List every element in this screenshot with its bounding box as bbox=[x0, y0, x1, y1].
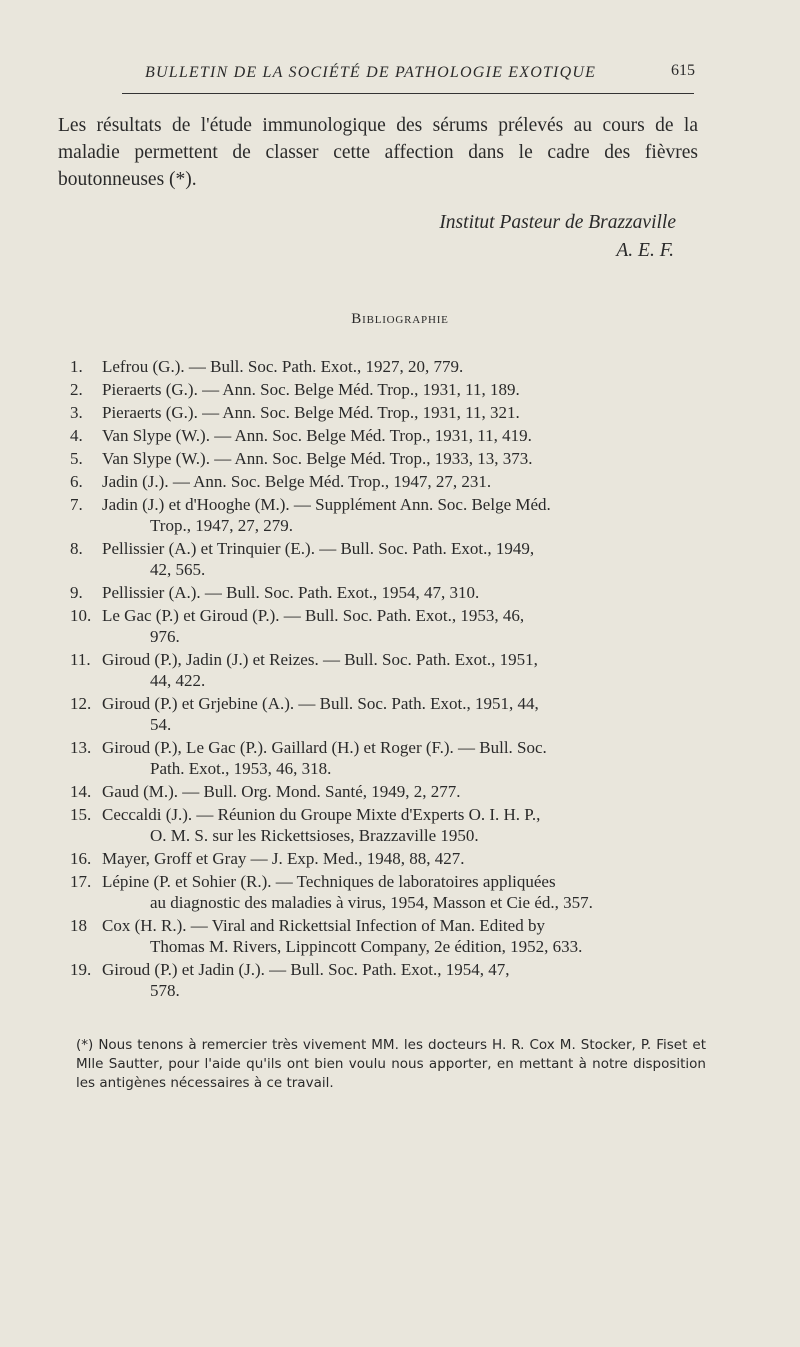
entry-number: 13. bbox=[70, 738, 92, 757]
entry-number: 7. bbox=[70, 495, 83, 514]
entry-text: Ceccaldi (J.). — Réunion du Groupe Mixte d'Experts O. I. H. P., bbox=[102, 805, 541, 824]
bibliography-entry bbox=[70, 693, 702, 735]
bibliography-entry bbox=[70, 356, 702, 377]
entry-continuation: 42, 565. bbox=[150, 560, 206, 579]
entry-text: Giroud (P.), Le Gac (P.). Gaillard (H.) et Roger (F.). — Bull. Soc. bbox=[102, 738, 547, 757]
entry-text: Gaud (M.). — Bull. Org. Mond. Santé, 1949, 2, 277. bbox=[102, 782, 461, 801]
page-number: 615 bbox=[671, 62, 695, 79]
entry-text: Mayer, Groff et Gray — J. Exp. Med., 1948, 88, 427. bbox=[102, 849, 465, 868]
bibliography-entry bbox=[70, 379, 702, 400]
entry-number: 17. bbox=[70, 872, 92, 891]
bibliography-entry bbox=[70, 582, 702, 603]
entry-continuation: O. M. S. sur les Rickettsioses, Brazzaville 1950. bbox=[150, 826, 479, 845]
entry-number: 16. bbox=[70, 849, 92, 868]
entry-number: 4. bbox=[70, 426, 83, 445]
entry-text: Jadin (J.) et d'Hooghe (M.). — Supplément Ann. Soc. Belge Méd. bbox=[102, 495, 551, 514]
entry-number: 11. bbox=[70, 650, 91, 669]
entry-text: Giroud (P.) et Grjebine (A.). — Bull. Soc. Path. Exot., 1951, 44, bbox=[102, 694, 539, 713]
entry-continuation: au diagnostic des maladies à virus, 1954, Masson et Cie éd., 357. bbox=[150, 893, 593, 912]
entry-text: Pellissier (A.). — Bull. Soc. Path. Exot., 1954, 47, 310. bbox=[102, 583, 480, 602]
bibliography-entry bbox=[70, 425, 702, 446]
entry-number: 14. bbox=[70, 782, 92, 801]
bibliography-entry bbox=[70, 848, 702, 869]
entry-continuation: Thomas M. Rivers, Lippincott Company, 2e édition, 1952, 633. bbox=[150, 937, 583, 956]
entry-number: 9. bbox=[70, 583, 83, 602]
entry-text: Van Slype (W.). — Ann. Soc. Belge Méd. Trop., 1931, 11, 419. bbox=[102, 426, 532, 445]
entry-text: Lépine (P. et Sohier (R.). — Techniques de laboratoires appliquées bbox=[102, 872, 556, 891]
bibliography-entry bbox=[70, 494, 702, 536]
bibliography-entry bbox=[70, 448, 702, 469]
bibliography-entry bbox=[70, 915, 702, 957]
entry-text: Le Gac (P.) et Giroud (P.). — Bull. Soc. Path. Exot., 1953, 46, bbox=[102, 606, 525, 625]
entry-number: 3. bbox=[70, 403, 83, 422]
bibliography-heading: Bibliographie bbox=[351, 311, 449, 327]
entry-continuation: 54. bbox=[150, 715, 172, 734]
intro-paragraph: Les résultats de l'étude immunologique des sérums prélevés au cours de la maladie permettent de classer cette affection dans le cadre des fièvres boutonneuses (*). bbox=[58, 115, 698, 190]
entry-text: Lefrou (G.). — Bull. Soc. Path. Exot., 1927, 20, 779. bbox=[102, 357, 464, 376]
entry-number: 19. bbox=[70, 960, 92, 979]
bibliography-list bbox=[70, 356, 702, 1003]
signature-block bbox=[439, 209, 676, 265]
entry-text: Jadin (J.). — Ann. Soc. Belge Méd. Trop., 1947, 27, 231. bbox=[102, 472, 492, 491]
entry-number: 10. bbox=[70, 606, 92, 625]
entry-number: 5. bbox=[70, 449, 83, 468]
entry-number: 18 bbox=[70, 916, 87, 935]
bibliography-entry bbox=[70, 804, 702, 846]
header-rule bbox=[122, 93, 694, 94]
entry-text: Giroud (P.) et Jadin (J.). — Bull. Soc. Path. Exot., 1954, 47, bbox=[102, 960, 510, 979]
entry-continuation: 976. bbox=[150, 627, 180, 646]
institution-name: Institut Pasteur de Brazzaville bbox=[439, 212, 676, 233]
entry-continuation: 44, 422. bbox=[150, 671, 206, 690]
institution-region: A. E. F. bbox=[616, 240, 674, 261]
entry-continuation: Trop., 1947, 27, 279. bbox=[150, 516, 293, 535]
bibliography-entry bbox=[70, 871, 702, 913]
entry-text: Giroud (P.), Jadin (J.) et Reizes. — Bull. Soc. Path. Exot., 1951, bbox=[102, 650, 538, 669]
bibliography-entry bbox=[70, 402, 702, 423]
entry-number: 12. bbox=[70, 694, 92, 713]
entry-number: 2. bbox=[70, 380, 83, 399]
entry-continuation: 578. bbox=[150, 981, 180, 1000]
bibliography-entry bbox=[70, 649, 702, 691]
intro-section bbox=[58, 112, 698, 193]
bibliography-entry bbox=[70, 959, 702, 1001]
entry-text: Van Slype (W.). — Ann. Soc. Belge Méd. Trop., 1933, 13, 373. bbox=[102, 449, 533, 468]
entry-number: 1. bbox=[70, 357, 83, 376]
bibliography-entry bbox=[70, 737, 702, 779]
bibliography-entry bbox=[70, 605, 702, 647]
running-head: BULLETIN DE LA SOCIÉTÉ DE PATHOLOGIE EXOTIQUE bbox=[145, 64, 597, 81]
entry-text: Cox (H. R.). — Viral and Rickettsial Infection of Man. Edited by bbox=[102, 916, 545, 935]
footnote: (*) Nous tenons à remercier très vivement MM. les docteurs H. R. Cox M. Stocker, P. Fiset et Mlle Sautter, pour l'aide qu'ils ont bien voulu nous apporter, en mettant à notre disposition les antigènes nécessaires à ce travail. bbox=[76, 1037, 706, 1091]
entry-number: 6. bbox=[70, 472, 83, 491]
entry-number: 15. bbox=[70, 805, 92, 824]
entry-text: Pieraerts (G.). — Ann. Soc. Belge Méd. Trop., 1931, 11, 189. bbox=[102, 380, 520, 399]
bibliography-entry bbox=[70, 538, 702, 580]
bibliography-entry bbox=[70, 471, 702, 492]
entry-text: Pellissier (A.) et Trinquier (E.). — Bull. Soc. Path. Exot., 1949, bbox=[102, 539, 535, 558]
entry-text: Pieraerts (G.). — Ann. Soc. Belge Méd. Trop., 1931, 11, 321. bbox=[102, 403, 520, 422]
bibliography-entry bbox=[70, 781, 702, 802]
entry-number: 8. bbox=[70, 539, 83, 558]
entry-continuation: Path. Exot., 1953, 46, 318. bbox=[150, 759, 332, 778]
